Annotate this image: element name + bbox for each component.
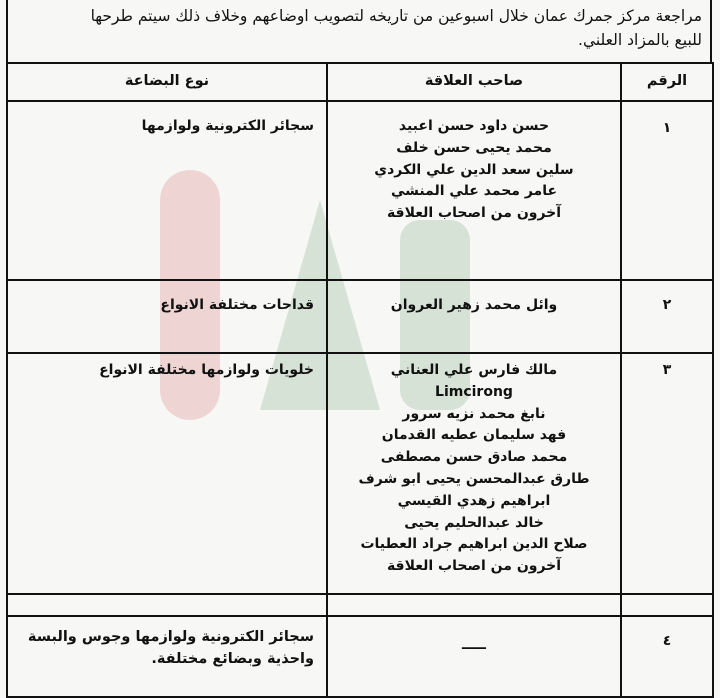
owner-name: طارق عبدالمحسن يحيى ابو شرف <box>358 470 590 487</box>
row-number: ٢ <box>621 280 713 353</box>
table-row <box>7 353 713 594</box>
owner-name: وائل محمد زهير العروان <box>390 297 558 313</box>
row-owners <box>327 616 621 697</box>
row-owners <box>327 101 621 280</box>
header-goods: نوع البضاعة <box>7 63 327 101</box>
row-owners <box>327 353 621 594</box>
row-owners <box>327 280 621 353</box>
owner-name: آخرون من اصحاب العلاقة <box>386 558 562 575</box>
row-goods <box>7 616 327 697</box>
gap-cell <box>621 594 713 616</box>
intro-line-1: مراجعة مركز جمرك عمان خلال اسبوعين من تاريخه لتصويب اوضاعهم وخلاف ذلك سيتم طرحها <box>90 7 702 25</box>
owner-name: خالد عبدالحليم يحيى <box>404 514 544 531</box>
owner-name: سلين سعد الدين علي الكردي <box>374 161 574 178</box>
table-row <box>7 101 713 280</box>
gap-cell <box>7 594 327 616</box>
owner-name: فهد سليمان عطيه القدمان <box>381 427 567 444</box>
row-goods: قداحات مختلفة الانواع <box>7 280 327 353</box>
header-number: الرقم <box>621 63 713 101</box>
owner-name: مالك فارس علي العناني <box>390 362 558 378</box>
row-number: ١ <box>621 101 713 280</box>
owner-name: محمد صادق حسن مصطفى <box>380 449 568 466</box>
row-number: ٤ <box>621 616 713 697</box>
owner-name: Limcirong <box>435 383 513 400</box>
intro-line-2: للبيع بالمزاد العلني. <box>578 31 702 49</box>
owner-name: نابغ محمد نزيه سرور <box>402 405 546 422</box>
row-goods: خلويات ولوازمها مختلفة الانواع <box>7 353 327 594</box>
owner-name: ابراهيم زهدي القيسي <box>397 492 551 509</box>
table-gap-row <box>7 594 713 616</box>
owner-name: صلاح الدين ابراهيم جراد العطيات <box>360 536 588 553</box>
goods-line: سجائر الكترونية ولوازمها وجوس والبسة <box>27 629 314 645</box>
intro-paragraph <box>6 0 712 62</box>
table-row <box>7 280 713 353</box>
row-goods: سجائر الكترونية ولوازمها <box>7 101 327 280</box>
goods-table <box>6 62 714 698</box>
owner-name: حسن داود حسن اعبيد <box>398 118 550 134</box>
goods-line: واحذية وبضائع مختلفة. <box>151 650 314 667</box>
table-row <box>7 616 713 697</box>
row-number: ٣ <box>621 353 713 594</box>
owner-name: عامر محمد علي المنشي <box>390 183 558 200</box>
gap-cell <box>327 594 621 616</box>
table-header-row <box>7 63 713 101</box>
owner-name: آخرون من اصحاب العلاقة <box>386 205 562 222</box>
header-owner: صاحب العلاقة <box>327 63 621 101</box>
owner-dash: ـــــ <box>462 637 486 653</box>
owner-name: محمد يحيى حسن خلف <box>396 139 552 156</box>
